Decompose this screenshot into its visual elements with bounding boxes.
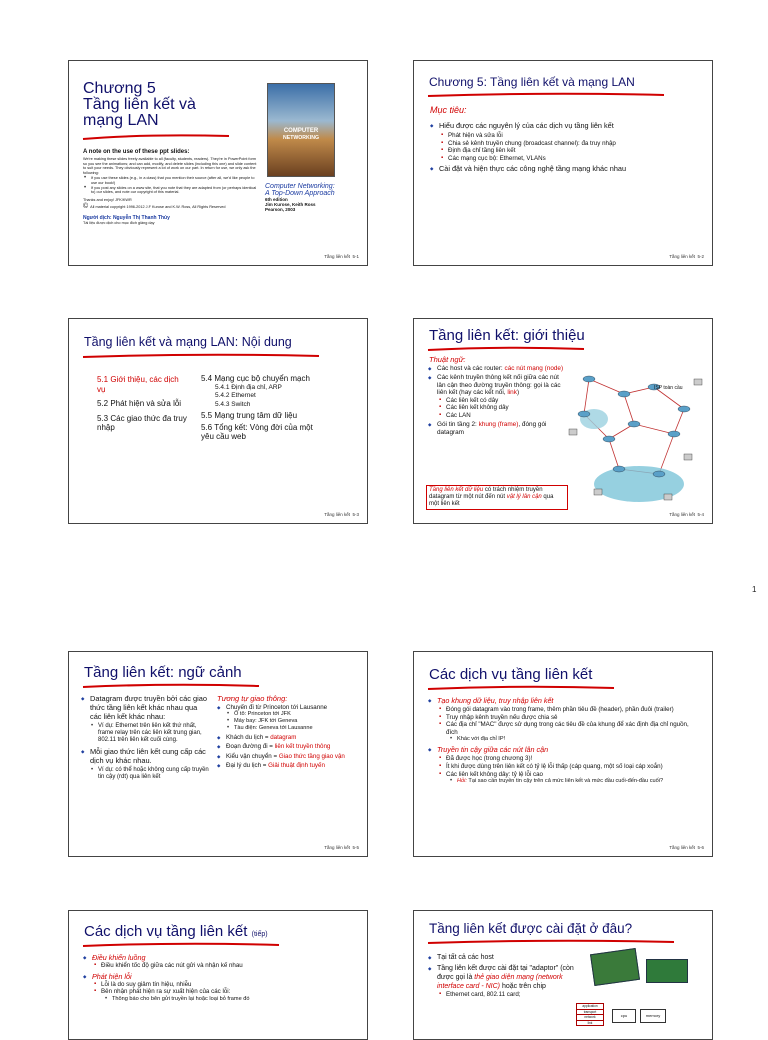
bullet-item bbox=[428, 365, 568, 372]
right-column bbox=[217, 694, 357, 771]
sub-sub-item bbox=[449, 778, 698, 785]
sub-item: • Ví dụ: có thể hoặc không cung cấp truyền tin cậy (rdt) qua liên kết bbox=[90, 767, 209, 781]
bullet-item bbox=[217, 734, 357, 741]
bullet-text: Các host và các router: bbox=[437, 365, 505, 372]
title-underline bbox=[81, 682, 261, 690]
slide-title-text: Các dịch vụ tầng liên kết bbox=[84, 923, 248, 940]
bullet-item bbox=[428, 696, 698, 743]
bullet-item bbox=[428, 374, 568, 419]
book-cover-word1: COMPUTER bbox=[283, 128, 319, 134]
bullet-text: Mỗi giao thức liên kết cung cấp các dịch vụ khác nhau. bbox=[90, 746, 206, 765]
title-underline bbox=[426, 684, 616, 692]
note-body: We're making these slides freely available to all (faculty, students, readers). They're in PowerPoint form so you see the animations; and can add, modify, and delete slides (including this one) and slide content to suit your needs. They obviously represent a lot of work on our part. In return for use, we only ask the following: bbox=[83, 157, 257, 175]
bullet-heading: Tạo khung dữ liệu, truy nhập liên kết bbox=[437, 696, 554, 705]
toc-left bbox=[97, 375, 187, 433]
toc-item-5-4-2[interactable]: 5.4.2 Ethernet bbox=[215, 392, 256, 399]
bullet-item bbox=[217, 743, 357, 750]
toc-item-5-4-3[interactable]: 5.4.3 Switch bbox=[215, 400, 251, 408]
bullet-item bbox=[217, 753, 357, 760]
slide-5-6 bbox=[413, 651, 713, 857]
bullet-text: Các kênh truyền thông kết nối giữa các nút lân cận theo đường truyền thông: gọi là các liên kết (hay các kết nối, bbox=[437, 374, 561, 397]
bullet-list bbox=[428, 696, 698, 787]
subtitle: Mục tiêu: bbox=[430, 105, 467, 115]
slide-footer bbox=[669, 845, 704, 850]
slide-title: Các dịch vụ tầng liên kết bbox=[429, 666, 593, 683]
slide-title bbox=[84, 923, 268, 940]
bullet-text: Datagram được truyền bởi các giao thức tầng liên kết khác nhau qua các liên kết khác nhau: bbox=[90, 694, 207, 721]
slide-title-small: (tiếp) bbox=[251, 931, 268, 938]
sub-item: ▪ Điều khiển tốc độ giữa các nút gửi và nhận kế nhau bbox=[92, 962, 353, 970]
term: datagram bbox=[270, 734, 297, 742]
sub-item: ▪ Ethernet card, 802.11 card; bbox=[437, 991, 576, 999]
bullet-text: Đoạn đường đi = bbox=[226, 743, 275, 751]
bullet-text: Hiểu được các nguyên lý của các dịch vụ tầng liên kết bbox=[439, 121, 614, 130]
sub-item: ▪ Đã được học (trong chương 3)! bbox=[437, 755, 698, 763]
footer-label: Tầng liên kết bbox=[324, 512, 350, 517]
bullet-heading: Điều khiển luồng bbox=[92, 953, 146, 962]
bullet-item bbox=[428, 745, 698, 785]
sub-item: • Tàu điện: Geneva tới Lausanne bbox=[226, 725, 357, 732]
sub-item: • Ví dụ: Ethernet trên liên kết thứ nhất, frame relay trên các liên kết trung gian, 802.11 trên liên kết cuối cùng. bbox=[90, 723, 209, 745]
nic-card-image-2 bbox=[646, 959, 688, 983]
title-underline bbox=[426, 938, 676, 946]
copyright-text: All material copyright 1996-2012 J.F Kurose and K.W. Ross, All Rights Reserved bbox=[90, 204, 226, 209]
translator: Người dịch: Nguyễn Thị Thanh Thủy bbox=[83, 215, 170, 222]
bullet-text-end: , đóng gói datagram bbox=[437, 421, 547, 436]
toc-item-5-3[interactable]: 5.3 Các giao thức đa truy nhập bbox=[97, 413, 187, 432]
slide-footer bbox=[324, 845, 359, 850]
book-title-2: A Top-Down Approach bbox=[265, 190, 335, 197]
slide-footer bbox=[324, 254, 359, 259]
note-title: A note on the use of these ppt slides: bbox=[83, 149, 190, 155]
copyright bbox=[83, 202, 258, 210]
sub-item: ▪ Các liên kết có dây bbox=[437, 397, 568, 405]
def-text: có trách nhiệm truyền datagram từ một nút đến nút bbox=[429, 487, 543, 500]
slide-5-4 bbox=[413, 318, 713, 524]
memory-box: memory bbox=[640, 1009, 666, 1023]
bullet-heading: Truyền tin cậy giữa các nút lân cận bbox=[437, 745, 549, 755]
title-underline bbox=[81, 133, 231, 141]
slide-footer bbox=[324, 512, 359, 517]
title-underline bbox=[426, 345, 586, 353]
left-column bbox=[81, 694, 209, 783]
bullet-text-end: hoặc trên chip bbox=[500, 983, 546, 990]
book-authors: Jim Kurose, Keith Ross bbox=[265, 202, 316, 207]
footer-label: Tầng liên kết bbox=[324, 845, 350, 850]
bullet-text: Đại lý du lịch = bbox=[226, 761, 269, 769]
sub-item: ▪ Phát hiện và sửa lỗi bbox=[439, 132, 650, 140]
footer-num: 5-6 bbox=[697, 845, 704, 850]
slide-5-7 bbox=[68, 910, 368, 1040]
bullet-item bbox=[428, 964, 576, 999]
page-number: 1 bbox=[752, 585, 757, 594]
slide-5-3 bbox=[68, 318, 368, 524]
bullet-item bbox=[81, 694, 209, 745]
footer-num: 5-4 bbox=[697, 512, 704, 517]
toc-item-5-2[interactable]: 5.2 Phát hiện và sửa lỗi bbox=[97, 399, 182, 408]
note-thanks: Thanks and enjoy! JFK/KWR bbox=[83, 197, 132, 202]
sub-item: ▪ Ít khi được dùng trên liên kết có tỷ lệ lỗi thấp (cáp quang, một số loại cáp xoắn) bbox=[437, 763, 698, 771]
sub-item: ▪ Các địa chỉ "MAC" được sử dụng trong các tiêu đề của khung để xác định địa chỉ nguồn, đích bbox=[437, 721, 698, 736]
book-edition: 6th edition bbox=[265, 197, 288, 202]
book-title-1: Computer Networking: bbox=[265, 183, 335, 190]
slide-title: Chương 5: Tầng liên kết và mạng LAN bbox=[429, 75, 635, 89]
footer-label: Tầng liên kết bbox=[324, 254, 350, 259]
toc-item-5-5[interactable]: 5.5 Mạng trung tâm dữ liệu bbox=[201, 411, 298, 420]
footer-num: 5-1 bbox=[352, 254, 359, 259]
sub-item: ▪ Đóng gói datagram vào trong frame, thêm phần tiêu đề (header), phần đuôi (trailer) bbox=[437, 706, 698, 714]
bullet-item bbox=[430, 121, 650, 162]
footer-num: 5-3 bbox=[352, 512, 359, 517]
term-nic: thẻ giao diện mạng (network interface card - NIC) bbox=[437, 974, 563, 990]
footer-label: Tầng liên kết bbox=[669, 512, 695, 517]
footer-num: 5-5 bbox=[352, 845, 359, 850]
subtitle: Thuật ngữ: bbox=[429, 355, 466, 364]
slide-footer bbox=[669, 254, 704, 259]
sub-item: ▪ Các mạng cục bộ: Ethernet, VLANs bbox=[439, 155, 650, 163]
bullet-list bbox=[430, 121, 650, 175]
footer-label: Tầng liên kết bbox=[669, 845, 695, 850]
stack-layer: network bbox=[576, 1015, 604, 1021]
slide-5-8 bbox=[413, 910, 713, 1040]
title-underline bbox=[81, 941, 281, 949]
sub-item: ▪ Bên nhận phát hiện ra sự xuất hiện của các lỗi: bbox=[92, 988, 353, 996]
def-term: Tầng liên kết dữ liệu bbox=[429, 487, 484, 493]
slide-title: Tầng liên kết: giới thiệu bbox=[429, 327, 585, 344]
translator-note: Tài liệu được dịch cho mục đích giảng dạy bbox=[83, 221, 155, 226]
sub-item: ▪ Các liên kết không dây bbox=[437, 404, 568, 412]
term: Giao thức tầng giao vận bbox=[278, 752, 345, 760]
toc-item-5-4-1[interactable]: 5.4.1 Định địa chỉ, ARP bbox=[215, 383, 282, 391]
title-line-3: mạng LAN bbox=[83, 112, 159, 129]
sub-item: • Ô tô: Princeton tới JFK bbox=[226, 711, 357, 718]
slide-title bbox=[83, 81, 196, 129]
toc-item-5-4[interactable]: 5.4 Mạng cục bộ chuyển mạch bbox=[201, 374, 310, 383]
slide-5-1 bbox=[68, 60, 368, 266]
toc-item-5-6[interactable]: 5.6 Tổng kết: Vòng đời của một yêu cầu web bbox=[201, 422, 313, 441]
bullet-text: Khách du lịch = bbox=[226, 734, 271, 742]
bullet-text: Tầng liên kết được cài đặt tại "adaptor" (còn được gọi là bbox=[437, 965, 574, 981]
toc-sub bbox=[201, 384, 321, 410]
note-item: • If you use these slides (e.g., in a class) that you mention their source (after all, we'd like people to use our book!) bbox=[83, 176, 258, 185]
stack-layer: transport bbox=[576, 1010, 604, 1016]
slide-title: Tầng liên kết và mạng LAN: Nội dung bbox=[84, 335, 292, 349]
footer-label: Tầng liên kết bbox=[669, 254, 695, 259]
question-label: Hỏi: bbox=[457, 778, 467, 785]
analogy-title: Tương tự giao thông: bbox=[217, 694, 288, 703]
term-node: các nút mạng (node) bbox=[504, 365, 564, 372]
bullet-item bbox=[83, 972, 353, 1003]
term-link: link bbox=[507, 389, 517, 397]
sub-item: ▪ Truy nhập kênh truyền nếu được chia sẻ bbox=[437, 714, 698, 722]
book-publisher: Pearson, 2003 bbox=[265, 207, 296, 212]
book-cover bbox=[267, 83, 335, 177]
slide-5-5 bbox=[68, 651, 368, 857]
slide-title: Tầng liên kết được cài đặt ở đâu? bbox=[429, 921, 633, 936]
bullet-item bbox=[217, 704, 357, 732]
bullet-text: Gói tin tầng 2: bbox=[437, 421, 479, 429]
book-info bbox=[265, 183, 365, 212]
bullet-item: ◆ Cài đặt và hiện thực các công nghệ tầng mạng khác nhau bbox=[430, 164, 650, 173]
bullet-item bbox=[81, 747, 209, 781]
sub-item: ▪ Lỗi là do suy giảm tín hiệu, nhiễu bbox=[92, 981, 353, 989]
bullet-item bbox=[217, 762, 357, 769]
definition-box bbox=[426, 485, 568, 510]
term: Giải thuật định tuyến bbox=[268, 761, 325, 769]
title-line-2: Tầng liên kết và bbox=[83, 96, 196, 113]
slide-footer bbox=[669, 512, 704, 517]
isp-label: ISP toàn cầu bbox=[654, 385, 683, 391]
slide-5-2 bbox=[413, 60, 713, 266]
question-text: Tại sao cần truyền tin cậy trên cả mức liên kết và mức đầu cuối-đến-đầu cuối? bbox=[466, 778, 664, 785]
sub-sub-item: • Thông báo cho bên gửi truyền lại hoặc loại bỏ frame đó bbox=[104, 996, 353, 1003]
toc-item-5-1[interactable]: 5.1 Giới thiệu, các dịch vụ bbox=[97, 375, 179, 394]
title-underline bbox=[426, 91, 666, 99]
term: liên kết truyền thông bbox=[274, 743, 331, 751]
bullet-item bbox=[83, 953, 353, 970]
nic-card-image bbox=[590, 948, 640, 986]
network-diagram bbox=[564, 359, 709, 509]
stack-layer: application bbox=[576, 1003, 604, 1010]
copyright-icon: © bbox=[83, 202, 89, 210]
bullet-text: Kiểu vận chuyển = bbox=[226, 752, 279, 760]
sub-item: ▪ Các liên kết không dây: tỷ lệ lỗi cao bbox=[437, 771, 698, 779]
bullet-list bbox=[428, 365, 568, 438]
stack-layer: link bbox=[576, 1021, 604, 1027]
sub-item: ▪ Định địa chỉ tầng liên kết bbox=[439, 147, 650, 155]
sub-item: ▪ Các LAN bbox=[437, 412, 568, 420]
slide-title: Tầng liên kết: ngữ cảnh bbox=[84, 664, 242, 681]
bullet-heading: Phát hiện lỗi bbox=[92, 971, 132, 981]
bullet-text-end: ) bbox=[516, 389, 520, 397]
footer-num: 5-2 bbox=[697, 254, 704, 259]
bullet-list bbox=[83, 953, 353, 1005]
sub-sub-item: • Khác với địa chỉ IP! bbox=[449, 736, 698, 743]
sub-item: ▪ Chia sẻ kênh truyền chung (broadcast channel): đa truy nhập bbox=[439, 140, 650, 148]
bullet-list bbox=[428, 953, 576, 1001]
cpu-box: cpu bbox=[612, 1009, 636, 1023]
title-line-1: Chương 5 bbox=[83, 80, 156, 97]
bullet-text: Chuyến đi từ Princeton tới Lausanne bbox=[226, 704, 328, 711]
term-frame: khung (frame) bbox=[478, 421, 519, 429]
title-underline bbox=[81, 352, 321, 360]
bullet-item bbox=[428, 421, 568, 436]
sub-item: • Máy bay: JFK tới Geneva bbox=[226, 718, 357, 725]
host-stack bbox=[576, 1003, 604, 1026]
toc-right bbox=[201, 374, 321, 442]
book-cover-word2: NETWORKING bbox=[282, 135, 320, 141]
note-item: • If you post any slides on a www site, that you note that they are adapted from (or perhaps identical to) our slides, and note our copyright of this material. bbox=[83, 186, 258, 195]
def-text-2: qua một liên kết bbox=[429, 494, 554, 507]
bullet-item: ◆ Tại tất cả các host bbox=[428, 953, 576, 962]
def-term-2: vật lý lân cận bbox=[506, 494, 542, 500]
ppt-note bbox=[83, 149, 258, 225]
